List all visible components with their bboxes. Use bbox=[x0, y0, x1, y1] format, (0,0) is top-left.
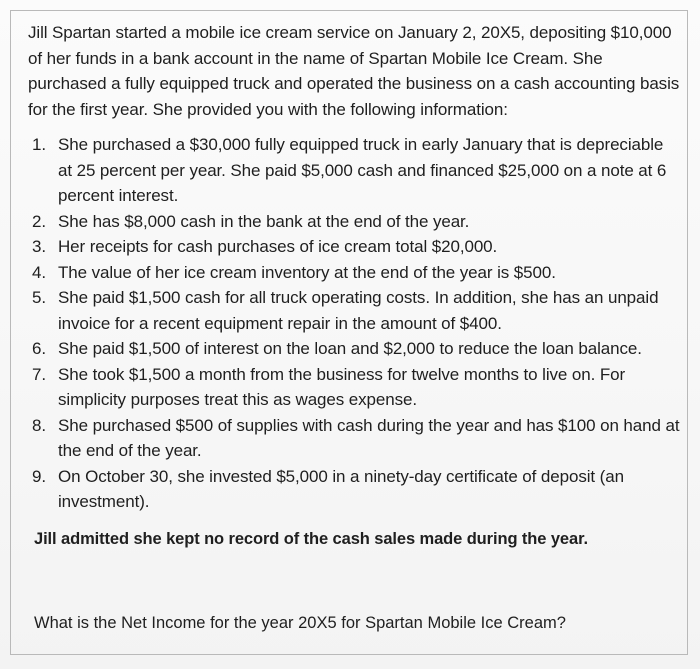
list-item bbox=[32, 336, 680, 362]
intro-paragraph: Jill Spartan started a mobile ice cream service on January 2, 20X5, depositing $10,000 of her funds in a bank account in the name of Spartan Mobile Ice Cream. She purchased a fully equipped truck and operated the business on a cash accounting basis for the first year. She provided you with the following information: bbox=[28, 23, 680, 119]
list-item-number: 5. bbox=[32, 288, 46, 307]
list-item-number: 8. bbox=[32, 415, 46, 435]
list-item-number: 3. bbox=[32, 237, 46, 256]
list-item bbox=[32, 285, 680, 336]
list-item-text: The value of her ice cream inventory at the end of the year is $500. bbox=[58, 262, 556, 282]
list-item-number: 6. bbox=[32, 339, 46, 358]
list-item-number: 1. bbox=[32, 135, 46, 154]
information-list bbox=[28, 132, 680, 515]
list-item bbox=[32, 209, 680, 235]
net-income-question: What is the Net Income for the year 20X5 for Spartan Mobile Ice Cream? bbox=[34, 614, 566, 632]
list-item-text: On October 30, she invested $5,000 in a ninety-day certificate of deposit (an investment). bbox=[58, 466, 624, 511]
list-item-text: She paid $1,500 of interest on the loan and $2,000 to reduce the loan balance. bbox=[58, 339, 642, 358]
list-item bbox=[32, 464, 680, 515]
list-item bbox=[32, 132, 680, 209]
list-item bbox=[32, 234, 680, 260]
list-item-text: She has $8,000 cash in the bank at the end of the year. bbox=[58, 211, 470, 231]
problem-text bbox=[28, 20, 680, 552]
list-item-number: 2. bbox=[32, 211, 46, 231]
list-item-text: She purchased $500 of supplies with cash during the year and has $100 on hand at the end of the year. bbox=[58, 415, 680, 460]
list-item bbox=[32, 362, 680, 413]
list-item bbox=[32, 413, 680, 464]
list-item bbox=[32, 260, 680, 286]
list-item-number: 9. bbox=[32, 466, 46, 486]
list-item-number: 7. bbox=[32, 364, 46, 384]
list-item-text: She paid $1,500 cash for all truck operating costs. In addition, she has an unpaid invoice for a recent equipment repair in the amount of $400. bbox=[58, 288, 659, 333]
cash-sales-note: Jill admitted she kept no record of the cash sales made during the year. bbox=[34, 529, 588, 548]
list-item-text: She purchased a $30,000 fully equipped truck in early January that is depreciable at 25 percent per year. She paid $5,000 cash and financed $25,000 on a note at 6 percent interest. bbox=[58, 135, 667, 205]
list-item-number: 4. bbox=[32, 262, 46, 282]
list-item-text: She took $1,500 a month from the business for twelve months to live on. For simplicity purposes treat this as wages expense. bbox=[58, 364, 626, 409]
list-item-text: Her receipts for cash purchases of ice cream total $20,000. bbox=[58, 237, 498, 256]
